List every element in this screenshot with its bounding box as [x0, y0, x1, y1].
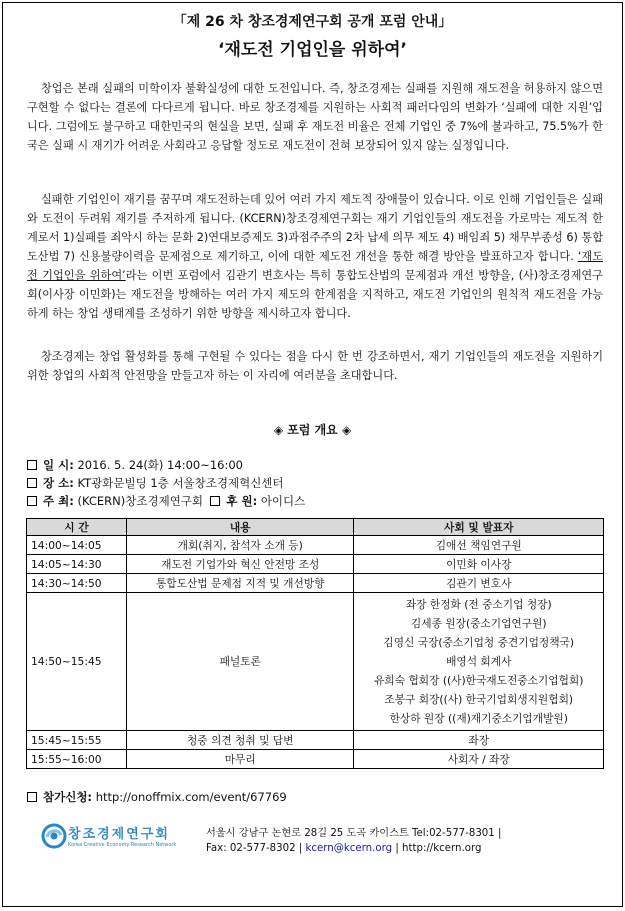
place-value: KT광화문빌딩 1층 서울창조경제혁신센터 — [77, 476, 284, 490]
logo-swirl-icon — [41, 823, 67, 849]
speaker-line: 한상하 원장 ((재)재기중소기업개발원) — [389, 712, 568, 725]
schedule-header-row — [27, 519, 604, 536]
speaker-line: 배영석 회계사 — [446, 655, 512, 668]
speaker-line: 좌장 한정화 (전 중소기업 청장) — [405, 598, 552, 611]
notice-subtitle: ‘재도전 기업인을 위하여’ — [218, 40, 407, 60]
row-speaker: 사회자 / 좌장 — [354, 750, 604, 769]
row-time: 15:45~15:55 — [27, 731, 127, 750]
checkbox-square-icon — [27, 460, 37, 470]
footer-web-link[interactable]: http://kcern.org — [402, 843, 482, 854]
footer-separator: | — [395, 843, 399, 854]
checkbox-square-icon — [210, 496, 220, 506]
checkbox-square-icon — [27, 792, 37, 802]
forum-title-underlined: ‘재도전 기업인을 위하여’ — [27, 250, 603, 282]
table-row — [27, 750, 604, 769]
row-speaker: 김애선 책임연구원 — [354, 536, 604, 555]
footer-contact — [206, 843, 481, 854]
logo-name: 창조경제연구회 — [68, 827, 170, 842]
notice-title: 「제 26 차 창조경제연구회 공개 포럼 안내」 — [172, 14, 453, 30]
panel-speaker-list — [354, 593, 604, 731]
row-content: 통합도산법 문제점 지적 및 개선방향 — [126, 574, 354, 593]
row-content: 마무리 — [126, 750, 354, 769]
row-content: 재도전 기업가와 혁신 안전망 조성 — [126, 555, 354, 574]
sponsor-value: 아이디스 — [260, 494, 306, 508]
footer-address: 서울시 강남구 논현로 28길 25 도곡 카이스트 Tel:02-577-8301 | — [206, 828, 502, 839]
signup-row — [27, 788, 287, 806]
intro-paragraph-1: 창업은 본래 실패의 미학이자 불확실성에 대한 도전입니다. 즉, 창조경제는 실패를 지원해 재도전을 허용하지 않으면 구현할 수 없다는 결론에 다다르게 됩니다. 바로 창조경제를 지원하는 사회적 패러다임의 변화가 ‘실패에 대한 지원’입니다. 그럼에도 불구하고 대한민국의 현실을 보면, 실패 후 재도전 비율은 전체 기업인 중 7%에 불과하고, 75.5%가 한국은 실패 시 재기가 어려운 사회라고 응답할 정도로 재도전이 전혀 보장되어 있지 않는 실정입니다. — [27, 82, 603, 152]
row-speaker: 김관기 변호사 — [354, 574, 604, 593]
footer-fax: Fax: 02-577-8302 | — [206, 843, 303, 854]
overview-heading: ◈ 포럼 개요 ◈ — [273, 423, 352, 437]
row-time: 14:50~15:45 — [27, 593, 127, 731]
row-content: 개회(취지, 참석자 소개 등) — [126, 536, 354, 555]
kcern-logo — [41, 821, 191, 857]
intro-paragraph-2-part-a: 실패한 기업인이 재기를 꿈꾸며 재도전하는데 있어 여러 가지 제도적 장애물이 있습니다. 이로 인해 기업인들은 실패와 도전이 두려워 재기를 주저하게 됩니다. (KCERN)창조경제연구회는 재기 기업인들의 재도전을 가로막는 제도적 한계로서 1)실패를 죄악시 하는 문화 2)연대보증제도 3)과점주주의 2차 납세 의무 제도 4) 배임죄 5) 채무부종성 6) 통합도산법 7) 신용불량이력을 문제점으로 제기하고, 이에 대한 제도전 개선을 통한 해결 방안을 발표하고자 합니다. — [27, 193, 604, 263]
row-time: 14:05~14:30 — [27, 555, 127, 574]
checkbox-square-icon — [27, 496, 37, 506]
speaker-line: 김세종 원장(중소기업연구원) — [410, 617, 547, 630]
row-time: 14:30~14:50 — [27, 574, 127, 593]
signup-label: 참가신청: — [43, 790, 93, 804]
row-time: 15:55~16:00 — [27, 750, 127, 769]
intro-paragraph-2 — [27, 190, 603, 323]
date-row — [27, 456, 243, 474]
header-time: 시 간 — [27, 519, 127, 536]
checkbox-square-icon — [27, 478, 37, 488]
place-row — [27, 474, 284, 492]
notice-page — [2, 2, 623, 907]
speaker-line: 유희숙 협회장 ((사)한국재도전중소기업협회) — [374, 674, 584, 687]
header-content: 내용 — [126, 519, 354, 536]
logo-english-name: Korea Creative Economy Research Network — [68, 842, 177, 848]
row-content: 청중 의견 청취 및 답변 — [126, 731, 354, 750]
place-label: 장 소: — [43, 476, 74, 490]
host-label: 주 최: — [43, 494, 74, 508]
table-row — [27, 593, 604, 731]
table-row — [27, 731, 604, 750]
date-value: 2016. 5. 24(화) 14:00~16:00 — [77, 458, 243, 472]
host-value: (KCERN)창조경제연구회 — [77, 494, 204, 508]
sponsor-label: 후 원: — [226, 494, 258, 508]
intro-paragraph-2-part-b: 라는 이번 포럼에서 김관기 변호사는 특히 통합도산법의 문제점과 개선 방향을, (사)창조경제연구회(이사장 이민화)는 재도전을 방해하는 여러 가지 제도의 한계점을 지적하고, 재도전 기업인의 원칙적 재도전을 가능하게 하는 창업 생태계를 조성하기 위한 방향을 제시하고자 합니다. — [27, 269, 603, 320]
table-row — [27, 536, 604, 555]
intro-paragraph-3: 창조경제는 창업 활성화를 통해 구현될 수 있다는 점을 다시 한 번 강조하면서, 재기 기업인들의 재도전을 지원하기 위한 창업의 사회적 안전망을 만들고자 하는 이 자리에 여러분을 초대합니다. — [27, 350, 603, 382]
date-label: 일 시: — [43, 458, 74, 472]
table-row — [27, 574, 604, 593]
header-speakers: 사회 및 발표자 — [354, 519, 604, 536]
host-row — [27, 492, 305, 510]
speaker-line: 조봉구 회장((사) 한국기업회생지원협회) — [384, 693, 574, 706]
signup-link[interactable]: http://onoffmix.com/event/67769 — [95, 790, 287, 804]
row-speaker: 좌장 — [354, 731, 604, 750]
row-time: 14:00~14:05 — [27, 536, 127, 555]
table-row — [27, 555, 604, 574]
footer-email-link[interactable]: kcern@kcern.org — [305, 843, 393, 854]
row-speaker: 이민화 이사장 — [354, 555, 604, 574]
row-content: 패널토론 — [126, 593, 354, 731]
schedule-table — [26, 518, 604, 769]
speaker-line: 김영신 국장(중소기업청 중견기업정책국) — [383, 636, 575, 649]
